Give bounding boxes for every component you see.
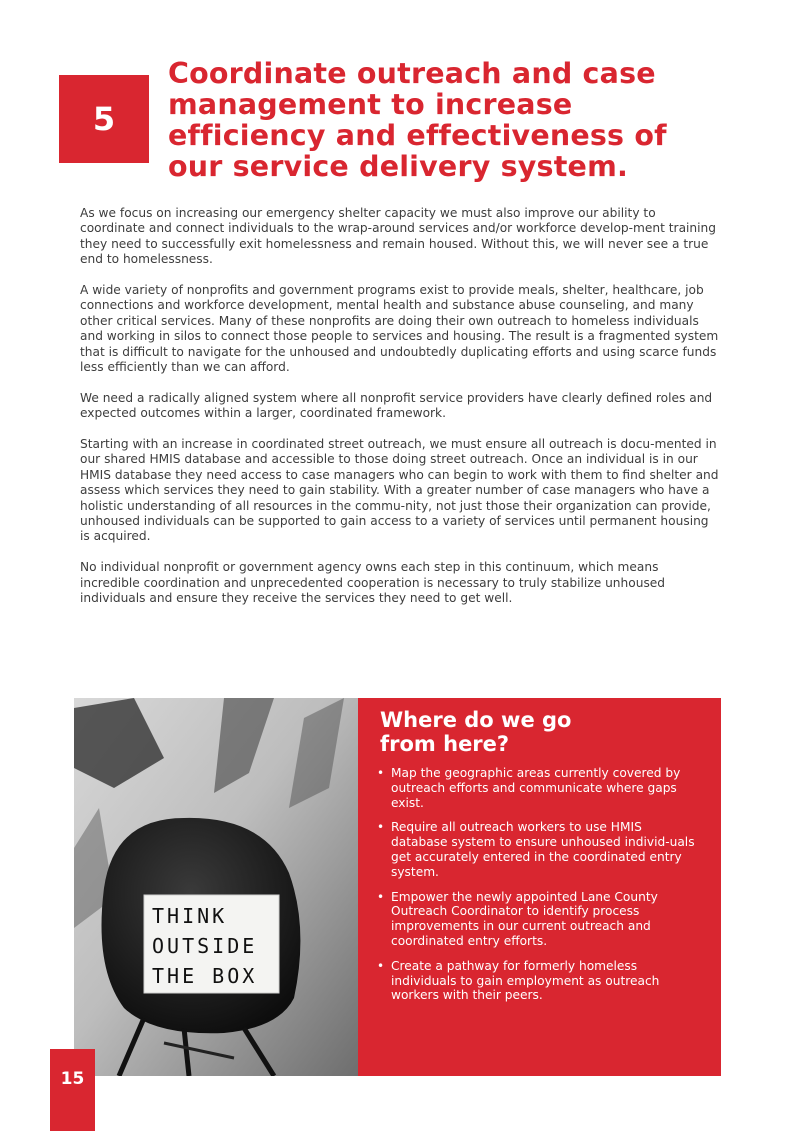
- heading-line: Coordinate outreach and case: [168, 57, 656, 90]
- lightbox-line: THINK: [152, 904, 228, 928]
- list-item: [377, 958, 701, 1003]
- page-number-tab: [50, 1049, 95, 1131]
- list-item: [377, 820, 701, 879]
- next-steps-callout: [358, 698, 721, 1076]
- heading-line: our service delivery system.: [168, 150, 628, 183]
- list-item-text: Map the geographic areas currently covered by outreach efforts and communicate where gaps exist.: [391, 766, 681, 810]
- callout-title: [380, 708, 701, 756]
- body-paragraph: As we focus on increasing our emergency shelter capacity we must also improve our ability to coordinate and connect individuals to the wrap-around services and/or workforce develop-ment training they need to successfully exit homelessness and remain housed. Without this, we will never see a true end to homelessness.: [80, 206, 716, 267]
- list-item-text: Empower the newly appointed Lane County Outreach Coordinator to identify process improvements in our current outreach and coordinated entry efforts.: [391, 889, 658, 948]
- list-item-text: Create a pathway for formerly homeless individuals to gain employment as outreach workers with their peers.: [391, 958, 660, 1003]
- body-paragraph: No individual nonprofit or government agency owns each step in this continuum, which means incredible coordination and unprecedented cooperation is necessary to truly stabilize unhoused individuals and ensure they receive the services they need to get well.: [80, 560, 666, 606]
- section-heading: [168, 58, 768, 182]
- section-number: 5: [92, 100, 116, 138]
- heading-line: management to increase: [168, 88, 573, 121]
- body-paragraph: A wide variety of nonprofits and government programs exist to provide meals, shelter, healthcare, job connections and workforce development, mental health and substance abuse counseling, and many other critical services. Many of these nonprofits are doing their own outreach to homeless individuals and working in silos to connect those people to services and housing. The result is a fragmented system that is difficult to navigate for the unhoused and undoubtedly duplicating efforts and using scarce funds less efficiently than we can afford.: [80, 283, 719, 375]
- body-paragraph: We need a radically aligned system where all nonprofit service providers have clearly defined roles and expected outcomes within a larger, coordinated framework.: [80, 390, 713, 421]
- callout-title-line: from here?: [380, 732, 510, 756]
- body-text: [80, 206, 720, 622]
- section-number-badge: [59, 75, 149, 163]
- heading-line: efficiency and effectiveness of: [168, 119, 667, 152]
- bullet-icon: •: [377, 889, 385, 904]
- body-paragraph: Starting with an increase in coordinated street outreach, we must ensure all outreach is docu-mented in our shared HMIS database and accessible to those doing street outreach. Once an individual is in our HMIS database they need access to case managers who can begin to work with them to find shelter and assess which services they need to gain stability. With a greater number of case managers who have a holistic understanding of all resources in the commu-nity, not just those their organization can provide, unhoused individuals can be supported to gain access to a variety of services until permanent housing is acquired.: [80, 437, 719, 544]
- bullet-icon: •: [377, 820, 385, 835]
- bullet-icon: •: [377, 958, 385, 973]
- lightbox-line: THE BOX: [152, 964, 258, 988]
- photo-illustration: [74, 698, 358, 1076]
- lightbox-line: OUTSIDE: [152, 934, 258, 958]
- callout-list: [377, 766, 701, 1003]
- list-item-text: Require all outreach workers to use HMIS database system to ensure unhoused individ-uals get accurately entered in the coordinated entry system.: [391, 820, 695, 879]
- list-item: [377, 889, 701, 949]
- chair-lightbox-photo: [74, 698, 358, 1076]
- list-item: [377, 766, 701, 810]
- callout-title-line: Where do we go: [380, 708, 572, 732]
- page-number: 15: [60, 1069, 85, 1089]
- bullet-icon: •: [377, 766, 385, 780]
